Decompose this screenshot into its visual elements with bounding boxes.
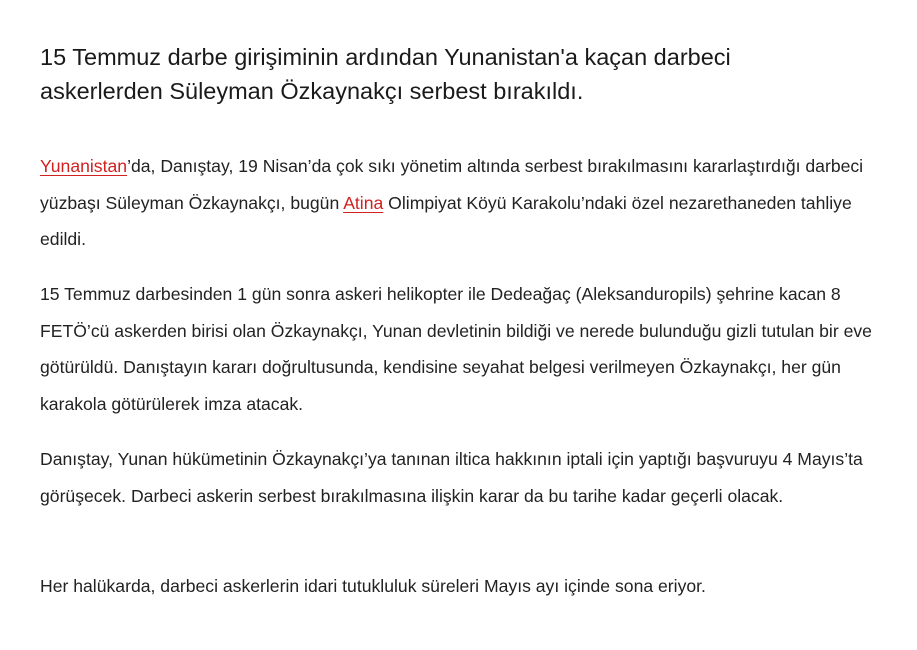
link-atina[interactable]: Atina [343,192,384,213]
article-paragraph-3: Danıştay, Yunan hükümetinin Özkaynakçı’ya tanınan iltica hakkının iptali için yaptığı başvuruyu 4 Mayıs’ta görüşecek. Darbeci askerin serbest bırakılmasına ilişkin karar da bu tarihe kadar geçerli olacak. [40,449,863,506]
paragraph-1-text-1: ’da, Danıştay, 19 Nisan’da çok sıkı yönetim altında serbest bırakılmasını kararlaştırdığı darbeci yüzbaşı Süleyman Özkaynakçı, bugün [40,156,864,213]
article-paragraph-1 [40,148,902,258]
paragraph-1-text-2: Olimpiyat Köyü Karakolu’ndaki özel nezarethaneden tahliye edildi. [40,192,852,249]
article-paragraph-2: 15 Temmuz darbesinden 1 gün sonra askeri helikopter ile Dedeağaç (Aleksanduropils) şehrine kacan 8 FETÖ’cü askerden birisi olan Özkaynakçı, Yunan devletinin bildiği ve nerede bulunduğu gizli tutulan bir eve götürüldü. Danıştayın kararı doğrultusunda, kendisine seyahat belgesi verilmeyen Özkaynakçı, her gün karakola götürülerek imza atacak. [40,284,872,414]
article-headline: 15 Temmuz darbe girişiminin ardından Yunanistan'a kaçan darbeci askerlerden Süleyman Özkaynakçı serbest bırakıldı. [40,44,731,104]
link-yunanistan[interactable]: Yunanistan [40,156,128,176]
article-paragraph-4: Her halükarda, darbeci askerlerin idari tutukluluk süreleri Mayıs ayı içinde sona eriyor. [40,576,706,596]
